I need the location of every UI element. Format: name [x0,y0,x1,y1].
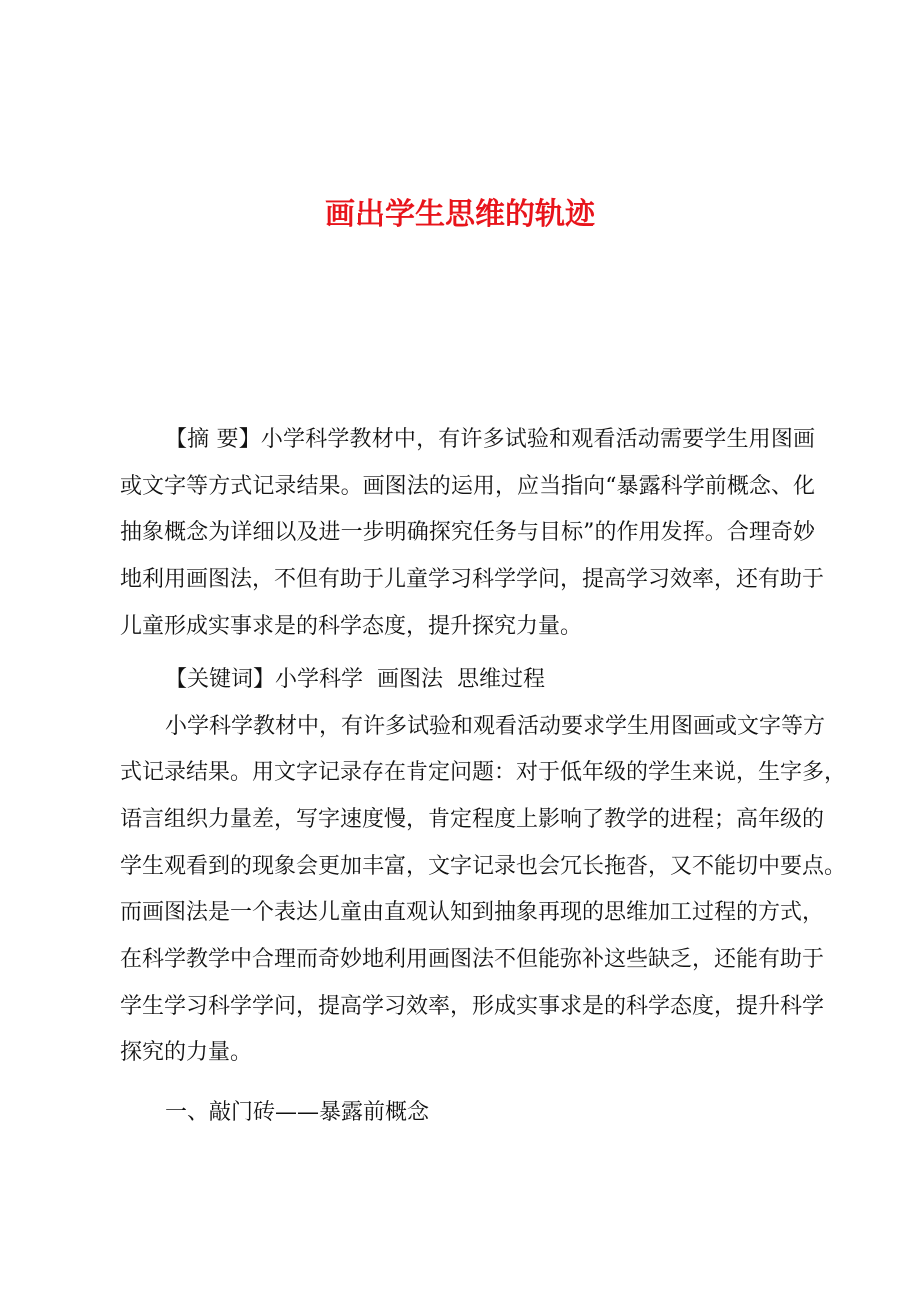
abstract-line: 儿童形成实事求是的科学态度，提升探究力量。 [120,614,583,639]
abstract-line: 【摘 要】小学科学教材中，有许多试验和观看活动需要学生用图画 [165,427,815,452]
body-line: 学生观看到的现象会更加丰富，文字记录也会冗长拖沓，又不能切中要点。 [120,854,847,879]
body-line: 在科学教学中合理而奇妙地利用画图法不但能弥补这些缺乏，还能有助于 [120,947,825,972]
body-line: 探究的力量。 [120,1040,253,1065]
section-heading: 一、敲门砖——暴露前概念 [165,1100,430,1125]
abstract-line: 或文字等方式记录结果。画图法的运用，应当指向“暴露科学前概念、化 [120,474,815,499]
body-line: 小学科学教材中，有许多试验和观看活动要求学生用图画或文字等方 [165,714,826,739]
abstract-line: 抽象概念为详细以及进一步明确探究任务与目标”的作用发挥。合理奇妙 [120,520,815,545]
body-line: 式记录结果。用文字记录存在肯定问题：对于低年级的学生来说，生字多， [120,760,847,785]
document-title: 画出学生思维的轨迹 [325,197,595,232]
keywords-line: 【关键词】小学科学 画图法 思维过程 [165,667,545,692]
body-line: 学生学习科学学问，提高学习效率，形成实事求是的科学态度，提升科学 [120,994,825,1019]
body-line: 而画图法是一个表达儿童由直观认知到抽象再现的思维加工过程的方式， [120,900,825,925]
abstract-line: 地利用画图法，不但有助于儿童学习科学学问，提高学习效率，还有助于 [120,567,825,592]
body-line: 语言组织力量差，写字速度慢，肯定程度上影响了教学的进程；高年级的 [120,807,825,832]
